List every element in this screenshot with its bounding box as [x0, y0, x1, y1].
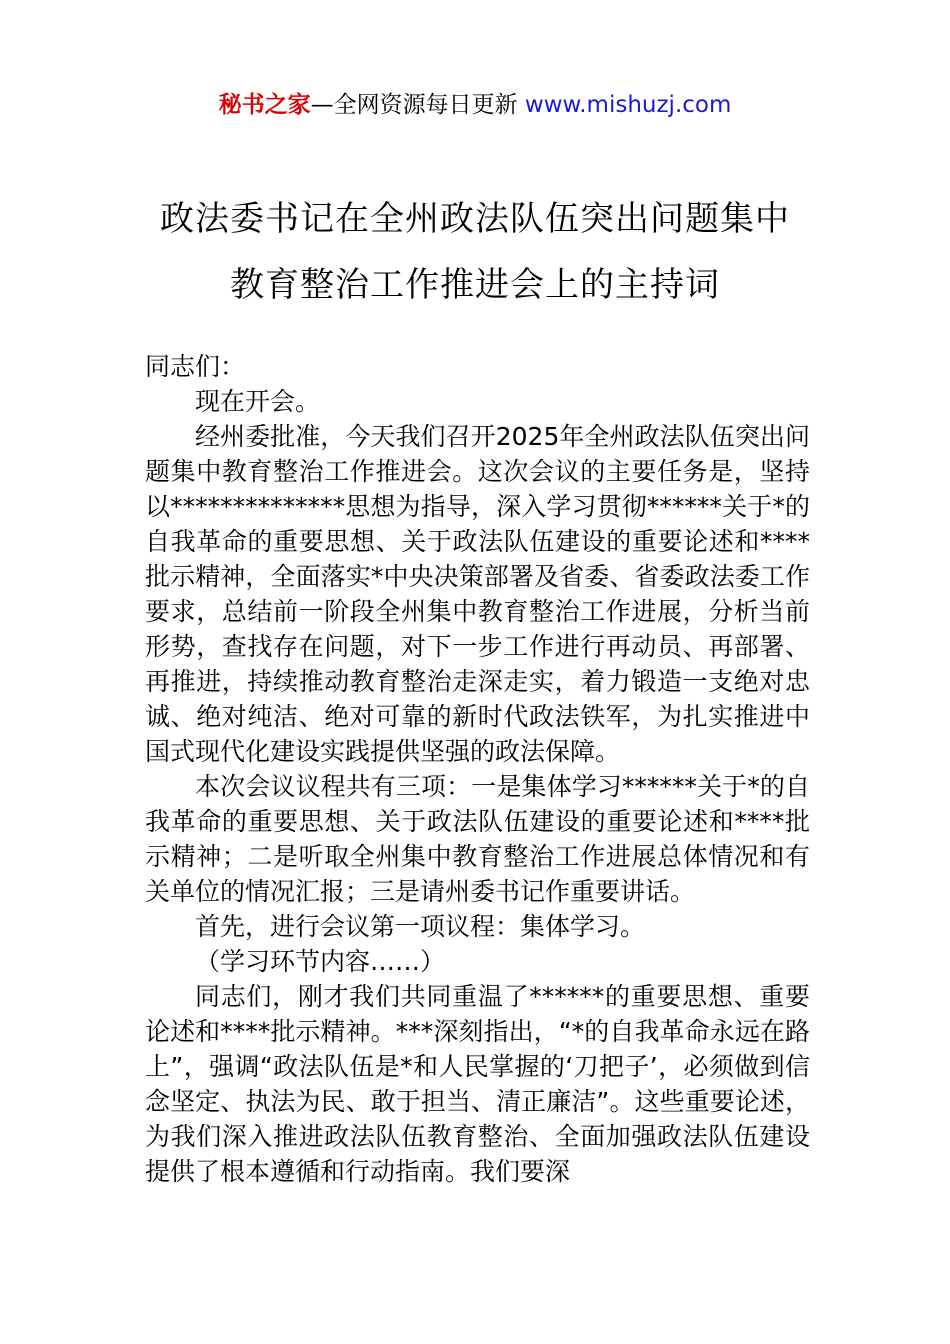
header-tagline: 全网资源每日更新 [333, 92, 518, 118]
paragraph-opening: 现在开会。 [195, 387, 321, 416]
title-line-1: 政法委书记在全州政法队伍突出问题集中 [160, 199, 790, 239]
site-url-link[interactable]: www.mishuzj.com [524, 92, 732, 118]
document-body [145, 349, 810, 1189]
title-line-2: 教育整治工作推进会上的主持词 [230, 265, 720, 305]
document-title [100, 186, 850, 318]
paragraph-purpose: 经州委批准，今天我们召开2025年全州政法队伍突出问题集中教育整治工作推进会。这次会议的主要任务是，坚持以**************思想为指导，深入学习贯彻******关于*的自我革命的重要思想、关于政法队伍建设的重要论述和****批示精神，全面落实*中央决策部署及省委、省委政法委工作要求，总结前一阶段全州集中教育整治工作进展，分析当前形势，查找存在问题，对下一步工作进行再动员、再部署、再推进，持续推动教育整治走深走实，着力锻造一支绝对忠诚、绝对纯洁、绝对可靠的新时代政法铁军，为扎实推进中国式现代化建设实践提供坚强的政法保障。 [145, 422, 810, 766]
salutation: 同志们： [145, 352, 246, 381]
paragraph-study-note: （学习环节内容……） [195, 947, 446, 976]
header-separator: — [310, 92, 334, 118]
paragraph-agenda: 本次会议议程共有三项：一是集体学习******关于*的自我革命的重要思想、关于政法队伍建设的重要论述和****批示精神；二是听取全州集中教育整治工作进展总体情况和有关单位的情况汇报；三是请州委书记作重要讲话。 [145, 772, 810, 906]
brand-name: 秘书之家 [218, 92, 311, 118]
site-header [0, 88, 950, 122]
paragraph-summary: 同志们，刚才我们共同重温了******的重要思想、重要论述和****批示精神。***深刻指出，“*的自我革命永远在路上”，强调“政法队伍是*和人民掌握的‘刀把子’，必须做到信念坚定、执法为民、敢于担当、清正廉洁”。这些重要论述，为我们深入推进政法队伍教育整治、全面加强政法队伍建设提供了根本遵循和行动指南。我们要深 [145, 982, 810, 1186]
paragraph-first-item: 首先，进行会议第一项议程：集体学习。 [195, 912, 646, 941]
